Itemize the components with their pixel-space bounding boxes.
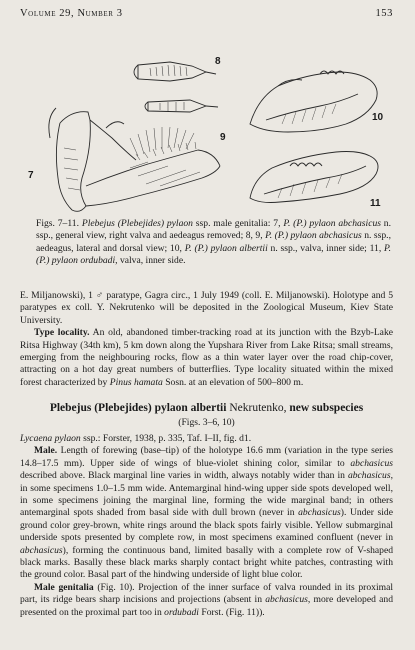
figure-caption (36, 218, 391, 268)
male-text: , in some specimens 1.0–1.5 mm wide. Antemarginal hind-wing upper side spots developed well, in some specimens joining the marginal line, forming the wide marginal band; in others antemarginal spots shaded from basal side with dull brown (never in (20, 470, 393, 519)
caption-text: , valva, inner side. (115, 255, 186, 267)
male-text: ). Under side ground color grey-brown, white rings around the black spots fairly visible. Yellow submarginal underside spots presented by complete row, in most specimens examined confluent (never in (20, 507, 393, 544)
fig8-aedeagus-dorsal (145, 100, 218, 112)
fig7-general-view (49, 108, 220, 211)
synonymy-line (20, 433, 393, 445)
genitalia-text: (Fig. 10). Projection of the inner surface of valva rounded in its proximal part, its ridge bears sharp incisions and projections (absent in (20, 581, 393, 606)
caption-title: Plebejus (Plebejides) pylaon (81, 218, 193, 229)
caption-text: n. ssp., general view, right valva and aedeagus removed; 8, 9, (36, 218, 392, 242)
fig-label-7: 7 (28, 170, 34, 181)
caption-text: n. ssp., valva, inner side; 11, (267, 242, 384, 254)
male-text: described above. Black marginal line varies in width, always notably wider than in (20, 470, 348, 482)
caption-text: ssp. male genitalia: 7, (192, 218, 284, 229)
genitalia-label: Male genitalia (34, 581, 94, 593)
section-heading (20, 401, 393, 430)
male-label: Male. (34, 445, 58, 457)
fig-label-11: 11 (370, 198, 381, 209)
genitalia-figure-plate (20, 28, 400, 218)
caption-taxon: P. (P.) pylaon abchasicus (283, 218, 381, 229)
fig11-valva (250, 152, 378, 203)
caption-taxon: P. (P.) pylaon abchasicus (265, 230, 362, 242)
caption-taxon: P. (P.) pylaon ordubadi (36, 242, 392, 267)
male-taxon: abchasicus (347, 470, 391, 482)
caption-taxon: P. (P.) pylaon albertii (184, 242, 268, 254)
volume-label: Volume 29, Number 3 (20, 8, 123, 19)
male-text: Length of forewing (base–tip) of the holotype 16.6 mm (variation in the type series 14.8–17.5 mm). Upper side of wings of blue-violet shining color, similar to (20, 445, 393, 469)
male-text: ), forming the continuous band, limited basally with a complete row of V-shaped black marks. Basally these black marks sharply contact bright white patches, contrasting with the ground color. Basal part of the hindwing underside of light blue color. (20, 544, 393, 581)
genitalia-taxon: ordubadi (164, 606, 199, 618)
caption-text: n. ssp., aedeagus, lateral and dorsal view; 10, (36, 230, 391, 254)
synonymy-name: Lycaena pylaon (20, 433, 81, 444)
genitalia-description (20, 582, 393, 619)
section-new-label: new subspecies (289, 402, 364, 414)
fig10-valva (250, 71, 377, 132)
type-locality-text: An old, abandoned timber-tracking road at its junction with the Bzyb-Lake Ritsa Highway (34th km), 5 km down along the Yupshara River from Lake Ritsa; small streams, emerging from the neighbouring rocks, flow as a thin water layer over the road chip-cover, attracting on a hot day great numbers of butterflies. Type locality situated within the mixed forest characterized by (20, 327, 393, 388)
body-paragraph-material (20, 290, 393, 389)
fig-label-9: 9 (220, 132, 226, 143)
fig8-aedeagus-lateral (134, 62, 216, 81)
section-author: Nekrutenko, (226, 402, 290, 414)
male-description (20, 445, 393, 581)
running-header (20, 8, 393, 19)
type-locality-paragraph (20, 327, 393, 389)
type-locality-label: Type locality. (34, 327, 90, 339)
genitalia-text: , more developed and presented on the proximal part too in (20, 594, 393, 618)
type-locality-text: Sosn. at an elevation of 500–800 m. (162, 376, 304, 388)
section-figs: (Figs. 3–6, 10) (178, 417, 235, 428)
male-taxon: abchasicus (350, 457, 393, 469)
male-taxon: abchasicus (298, 507, 341, 519)
genitalia-text: Forst. (Fig. 11)). (198, 606, 265, 618)
material-paragraph: E. Miljanowski), 1 ♂ paratype, Gagra circ., 1 July 1949 (coll. E. Miljanowski). Holotype and 5 paratypes ex coll. Y. Nekrutenko will be deposited in the Zoological Museum, Kiev State University. (20, 290, 393, 326)
male-taxon: abchasicus (20, 544, 63, 556)
genitalia-taxon: abchasicus (265, 594, 308, 606)
synonymy-text: ssp.: Forster, 1938, p. 335, Taf. I–II, fig. d1. (80, 433, 252, 444)
section-title: Plebejus (Plebejides) pylaon albertii (49, 402, 227, 414)
caption-figs: Figs. 7–11. (36, 218, 79, 229)
fig-label-8: 8 (215, 56, 221, 67)
fig-label-10: 10 (372, 112, 384, 123)
fig9-bristles (130, 127, 194, 156)
body-section-albertii (20, 433, 393, 619)
page-number: 153 (375, 8, 393, 19)
type-locality-species: Pinus hamata (109, 376, 163, 388)
